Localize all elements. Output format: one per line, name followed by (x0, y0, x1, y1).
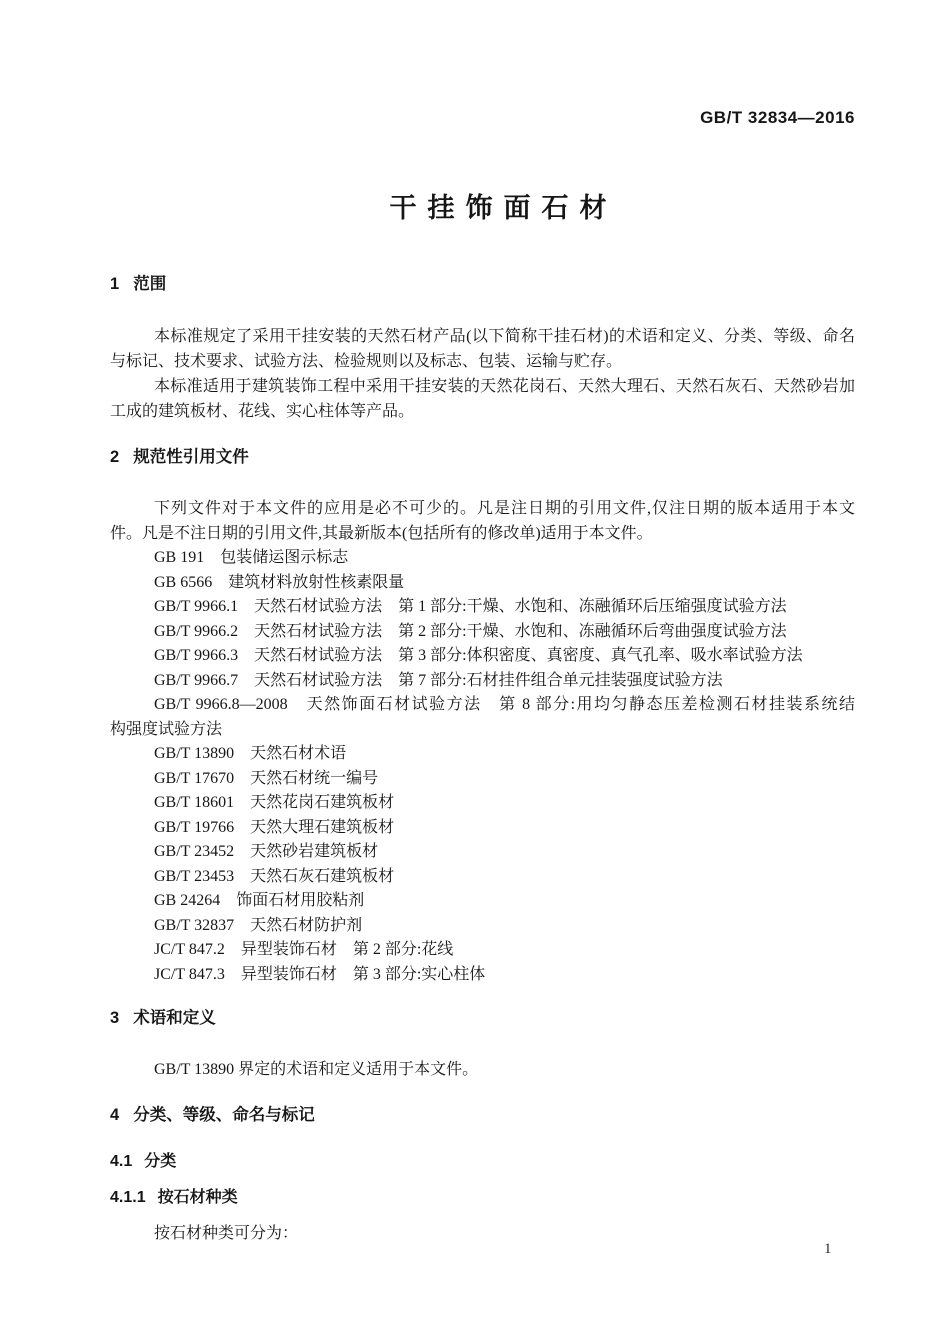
reference-item: GB/T 9966.7 天然石材试验方法 第 7 部分:石材挂件组合单元挂装强度试验方法 (154, 671, 723, 689)
standard-code: GB/T 32834—2016 (700, 108, 855, 127)
paragraph-line: 下列文件对于本文件的应用是必不可少的。凡是注日期的引用文件,仅注日期的版本适用于本文 (154, 500, 855, 517)
page-number: 1 (824, 1241, 832, 1257)
section-1-number: 1 (110, 275, 120, 293)
reference-item: GB/T 9966.2 天然石材试验方法 第 2 部分:干燥、水饱和、冻融循环后弯曲强度试验方法 (154, 622, 787, 640)
section-2-title: 规范性引用文件 (133, 448, 249, 466)
reference-item: GB/T 19766 天然大理石建筑板材 (154, 818, 395, 836)
section-2-heading (110, 447, 855, 467)
reference-item: GB/T 23453 天然石灰石建筑板材 (154, 867, 395, 885)
document-title: 干挂饰面石材 (389, 193, 618, 223)
section-4-1-1-number: 4.1.1 (110, 1189, 146, 1206)
paragraph-line: 按石材种类可分为： (154, 1225, 299, 1242)
section-1-heading (110, 274, 855, 294)
paragraph-line: 本标准适用于建筑装饰工程中采用干挂安装的天然花岗石、天然大理石、天然石灰石、天然砂岩加 (154, 378, 855, 395)
reference-item: GB 24264 饰面石材用胶粘剂 (154, 892, 365, 909)
reference-item: GB 191 包装储运图示标志 (154, 549, 349, 566)
reference-item: GB/T 17670 天然石材统一编号 (154, 769, 379, 787)
section-4-1-heading (110, 1152, 855, 1172)
reference-item: GB/T 23452 天然砂岩建筑板材 (154, 843, 379, 860)
paragraph-line: 本标准规定了采用干挂安装的天然石材产品(以下简称干挂石材)的术语和定义、分类、等级、命名 (154, 328, 855, 345)
section-4-number: 4 (110, 1106, 120, 1124)
section-2-number: 2 (110, 448, 120, 466)
paragraph-line: 与标记、技术要求、试验方法、检验规则以及标志、包装、运输与贮存。 (110, 353, 623, 370)
section-4-1-title: 分类 (144, 1153, 177, 1170)
reference-item: GB/T 13890 天然石材术语 (154, 745, 347, 762)
section-3-heading (110, 1008, 855, 1028)
section-4-heading (110, 1105, 855, 1125)
section-1-title: 范围 (133, 275, 167, 293)
reference-item: GB/T 9966.3 天然石材试验方法 第 3 部分:体积密度、真密度、真气孔率、吸水率试验方法 (154, 647, 803, 664)
reference-item: GB 6566 建筑材料放射性核素限量 (154, 573, 405, 591)
reference-item: GB/T 9966.8—2008 天然饰面石材试验方法 第 8 部分:用均匀静态压差检测石材挂装系统结 (154, 696, 855, 713)
reference-item: JC/T 847.3 异型装饰石材 第 3 部分:实心柱体 (154, 965, 486, 983)
section-3-number: 3 (110, 1009, 120, 1027)
section-3-title: 术语和定义 (133, 1009, 216, 1027)
paragraph-line: 件。凡是不注日期的引用文件,其最新版本(包括所有的修改单)适用于本文件。 (110, 525, 653, 542)
reference-item: JC/T 847.2 异型装饰石材 第 2 部分:花线 (154, 941, 454, 958)
section-4-title: 分类、等级、命名与标记 (133, 1106, 315, 1124)
reference-item: GB/T 18601 天然花岗石建筑板材 (154, 794, 395, 811)
reference-item-wrap: 构强度试验方法 (110, 720, 223, 738)
section-4-1-1-title: 按石材种类 (157, 1189, 238, 1206)
section-4-1-1-heading (110, 1188, 855, 1208)
reference-item: GB/T 32837 天然石材防护剂 (154, 916, 363, 934)
section-4-1-number: 4.1 (110, 1153, 133, 1170)
reference-item: GB/T 9966.1 天然石材试验方法 第 1 部分:干燥、水饱和、冻融循环后压缩强度试验方法 (154, 598, 787, 615)
paragraph-line: 工成的建筑板材、花线、实心柱体等产品。 (110, 403, 415, 420)
paragraph-line: GB/T 13890 界定的术语和定义适用于本文件。 (154, 1061, 479, 1078)
